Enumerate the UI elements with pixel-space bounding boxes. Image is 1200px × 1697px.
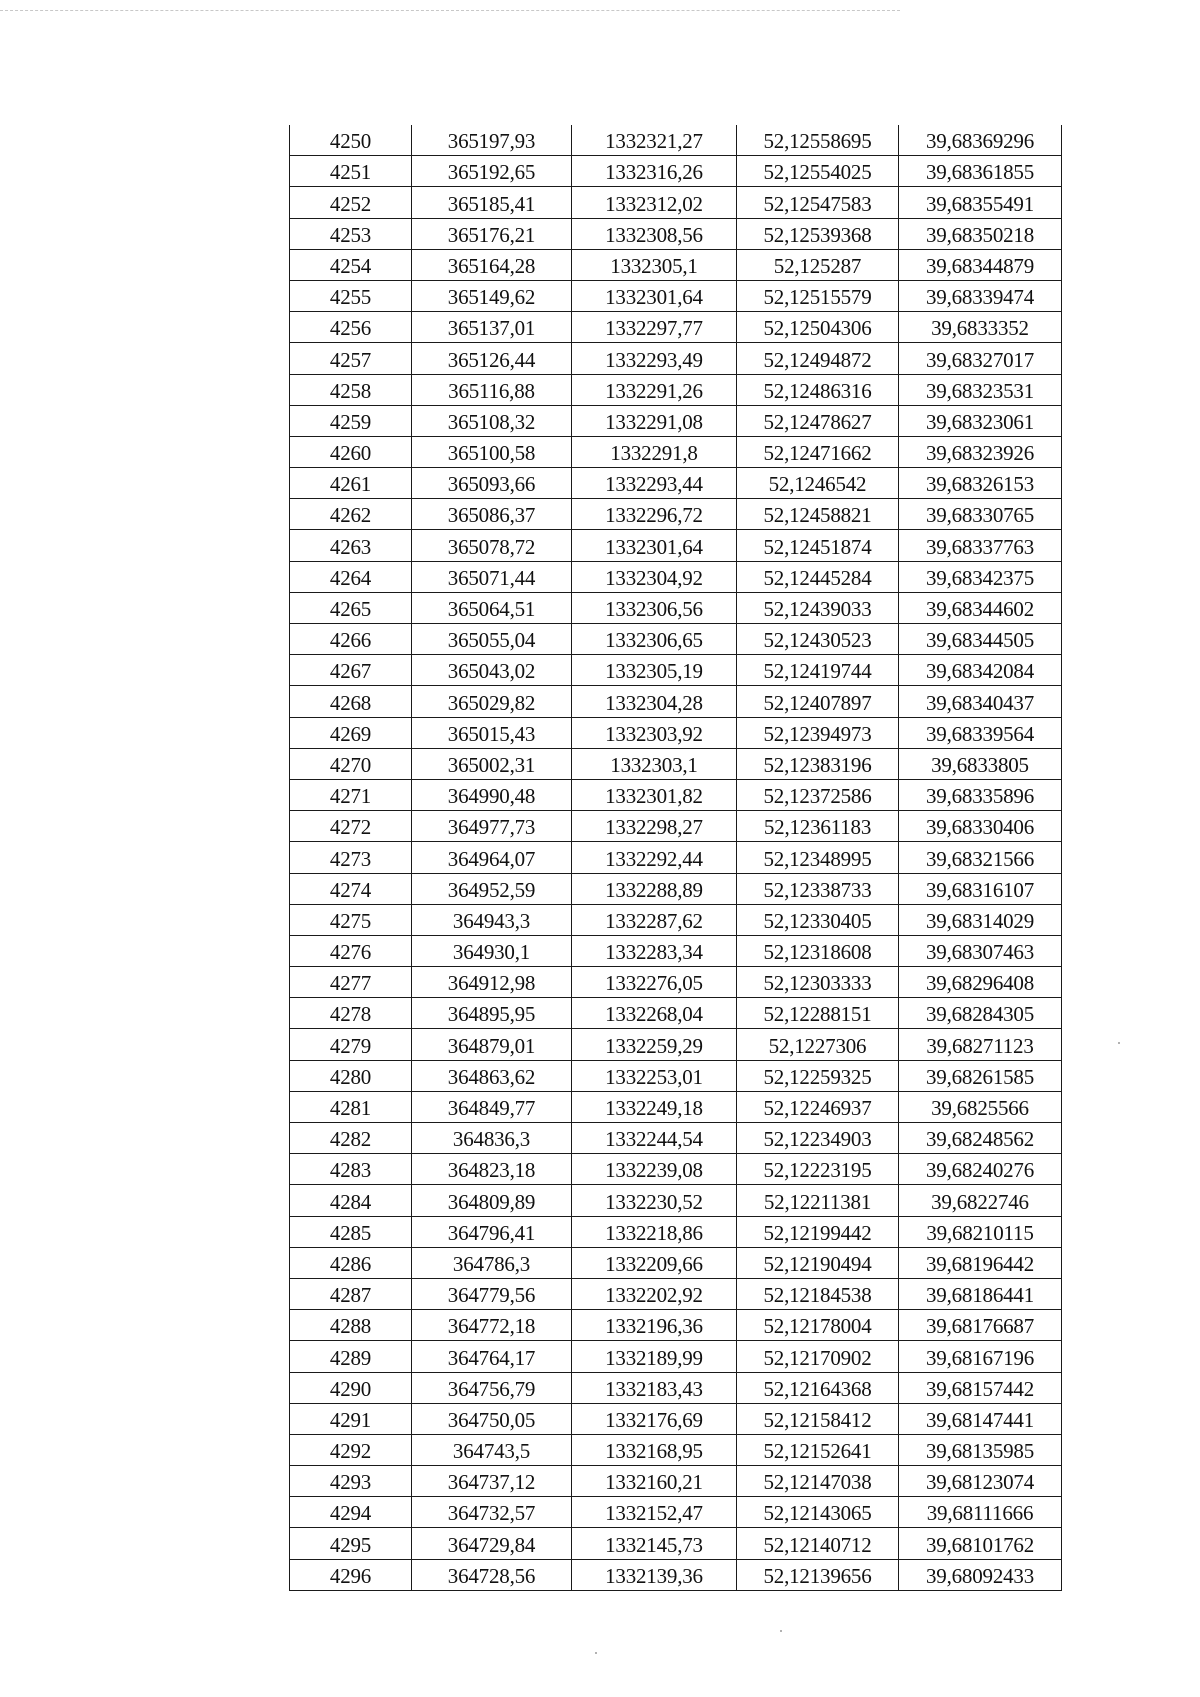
longitude-cell: 39,6833805 [899,748,1062,779]
x-coordinate-cell: 364863,62 [412,1060,572,1091]
x-coordinate-cell: 364764,17 [412,1341,572,1372]
x-coordinate-cell: 365043,02 [412,655,572,686]
point-number-cell: 4266 [290,624,412,655]
y-coordinate-cell: 1332303,92 [572,717,737,748]
table-row [290,779,1062,810]
latitude-cell: 52,12178004 [737,1310,899,1341]
latitude-cell: 52,12139656 [737,1559,899,1590]
table-row [290,1060,1062,1091]
y-coordinate-cell: 1332176,69 [572,1403,737,1434]
longitude-cell: 39,68344602 [899,592,1062,623]
longitude-cell: 39,68111666 [899,1497,1062,1528]
longitude-cell: 39,68284305 [899,998,1062,1029]
x-coordinate-cell: 364930,1 [412,935,572,966]
longitude-cell: 39,68342084 [899,655,1062,686]
latitude-cell: 52,12190494 [737,1247,899,1278]
x-coordinate-cell: 365055,04 [412,624,572,655]
longitude-cell: 39,68321566 [899,842,1062,873]
point-number-cell: 4253 [290,218,412,249]
point-number-cell: 4260 [290,436,412,467]
latitude-cell: 52,12140712 [737,1528,899,1559]
point-number-cell: 4270 [290,748,412,779]
latitude-cell: 52,12259325 [737,1060,899,1091]
y-coordinate-cell: 1332189,99 [572,1341,737,1372]
point-number-cell: 4258 [290,374,412,405]
y-coordinate-cell: 1332291,8 [572,436,737,467]
longitude-cell: 39,68092433 [899,1559,1062,1590]
latitude-cell: 52,12303333 [737,967,899,998]
y-coordinate-cell: 1332160,21 [572,1466,737,1497]
point-number-cell: 4291 [290,1403,412,1434]
longitude-cell: 39,68337763 [899,530,1062,561]
y-coordinate-cell: 1332306,65 [572,624,737,655]
x-coordinate-cell: 364836,3 [412,1123,572,1154]
point-number-cell: 4271 [290,779,412,810]
y-coordinate-cell: 1332303,1 [572,748,737,779]
point-number-cell: 4292 [290,1434,412,1465]
longitude-cell: 39,68339474 [899,280,1062,311]
y-coordinate-cell: 1332292,44 [572,842,737,873]
latitude-cell: 52,12199442 [737,1216,899,1247]
x-coordinate-cell: 364756,79 [412,1372,572,1403]
longitude-cell: 39,68330765 [899,499,1062,530]
x-coordinate-cell: 365078,72 [412,530,572,561]
longitude-cell: 39,68361855 [899,156,1062,187]
longitude-cell: 39,6822746 [899,1185,1062,1216]
point-number-cell: 4295 [290,1528,412,1559]
longitude-cell: 39,68326153 [899,468,1062,499]
x-coordinate-cell: 364977,73 [412,811,572,842]
x-coordinate-cell: 364809,89 [412,1185,572,1216]
y-coordinate-cell: 1332298,27 [572,811,737,842]
table-row [290,1278,1062,1309]
scan-speck [1118,1042,1120,1044]
y-coordinate-cell: 1332152,47 [572,1497,737,1528]
x-coordinate-cell: 364786,3 [412,1247,572,1278]
longitude-cell: 39,68327017 [899,343,1062,374]
y-coordinate-cell: 1332168,95 [572,1434,737,1465]
x-coordinate-cell: 364952,59 [412,873,572,904]
table-row [290,499,1062,530]
y-coordinate-cell: 1332139,36 [572,1559,737,1590]
longitude-cell: 39,68340437 [899,686,1062,717]
x-coordinate-cell: 365137,01 [412,312,572,343]
latitude-cell: 52,12211381 [737,1185,899,1216]
table-row [290,624,1062,655]
longitude-cell: 39,68248562 [899,1123,1062,1154]
y-coordinate-cell: 1332293,44 [572,468,737,499]
table-row [290,1403,1062,1434]
latitude-cell: 52,1227306 [737,1029,899,1060]
x-coordinate-cell: 364750,05 [412,1403,572,1434]
y-coordinate-cell: 1332321,27 [572,125,737,156]
y-coordinate-cell: 1332304,92 [572,561,737,592]
y-coordinate-cell: 1332305,19 [572,655,737,686]
x-coordinate-cell: 364728,56 [412,1559,572,1590]
y-coordinate-cell: 1332293,49 [572,343,737,374]
point-number-cell: 4285 [290,1216,412,1247]
point-number-cell: 4259 [290,405,412,436]
table-row [290,1466,1062,1497]
x-coordinate-cell: 364964,07 [412,842,572,873]
longitude-cell: 39,68186441 [899,1278,1062,1309]
y-coordinate-cell: 1332259,29 [572,1029,737,1060]
x-coordinate-cell: 365002,31 [412,748,572,779]
longitude-cell: 39,68167196 [899,1341,1062,1372]
y-coordinate-cell: 1332291,26 [572,374,737,405]
point-number-cell: 4265 [290,592,412,623]
latitude-cell: 52,12143065 [737,1497,899,1528]
table-row [290,468,1062,499]
table-row [290,1185,1062,1216]
table-row [290,967,1062,998]
latitude-cell: 52,12318608 [737,935,899,966]
table-row [290,935,1062,966]
point-number-cell: 4293 [290,1466,412,1497]
latitude-cell: 52,12504306 [737,312,899,343]
point-number-cell: 4257 [290,343,412,374]
table-row [290,187,1062,218]
latitude-cell: 52,12539368 [737,218,899,249]
table-row [290,1559,1062,1590]
x-coordinate-cell: 365029,82 [412,686,572,717]
x-coordinate-cell: 364823,18 [412,1154,572,1185]
longitude-cell: 39,68296408 [899,967,1062,998]
latitude-cell: 52,12372586 [737,779,899,810]
table-row [290,405,1062,436]
longitude-cell: 39,68350218 [899,218,1062,249]
x-coordinate-cell: 365015,43 [412,717,572,748]
latitude-cell: 52,12407897 [737,686,899,717]
table-row [290,592,1062,623]
x-coordinate-cell: 365149,62 [412,280,572,311]
latitude-cell: 52,12554025 [737,156,899,187]
table-row [290,873,1062,904]
latitude-cell: 52,12288151 [737,998,899,1029]
x-coordinate-cell: 365086,37 [412,499,572,530]
y-coordinate-cell: 1332296,72 [572,499,737,530]
table-row [290,1372,1062,1403]
x-coordinate-cell: 365197,93 [412,125,572,156]
point-number-cell: 4296 [290,1559,412,1590]
table-row [290,249,1062,280]
y-coordinate-cell: 1332230,52 [572,1185,737,1216]
coordinates-table [289,125,1062,1591]
y-coordinate-cell: 1332287,62 [572,904,737,935]
y-coordinate-cell: 1332308,56 [572,218,737,249]
y-coordinate-cell: 1332202,92 [572,1278,737,1309]
point-number-cell: 4289 [290,1341,412,1372]
y-coordinate-cell: 1332283,34 [572,935,737,966]
point-number-cell: 4286 [290,1247,412,1278]
table-row [290,1154,1062,1185]
longitude-cell: 39,6833352 [899,312,1062,343]
longitude-cell: 39,68330406 [899,811,1062,842]
longitude-cell: 39,68344505 [899,624,1062,655]
point-number-cell: 4294 [290,1497,412,1528]
latitude-cell: 52,12170902 [737,1341,899,1372]
latitude-cell: 52,12330405 [737,904,899,935]
longitude-cell: 39,6825566 [899,1091,1062,1122]
longitude-cell: 39,68261585 [899,1060,1062,1091]
x-coordinate-cell: 364737,12 [412,1466,572,1497]
table-row [290,374,1062,405]
point-number-cell: 4283 [290,1154,412,1185]
table-row [290,842,1062,873]
latitude-cell: 52,12158412 [737,1403,899,1434]
table-row [290,904,1062,935]
latitude-cell: 52,1246542 [737,468,899,499]
table-row [290,1123,1062,1154]
table-row [290,1528,1062,1559]
y-coordinate-cell: 1332304,28 [572,686,737,717]
x-coordinate-cell: 365164,28 [412,249,572,280]
y-coordinate-cell: 1332288,89 [572,873,737,904]
table-row [290,280,1062,311]
y-coordinate-cell: 1332183,43 [572,1372,737,1403]
longitude-cell: 39,68369296 [899,125,1062,156]
point-number-cell: 4284 [290,1185,412,1216]
longitude-cell: 39,68271123 [899,1029,1062,1060]
table-row [290,1216,1062,1247]
x-coordinate-cell: 364849,77 [412,1091,572,1122]
longitude-cell: 39,68335896 [899,779,1062,810]
longitude-cell: 39,68157442 [899,1372,1062,1403]
x-coordinate-cell: 364772,18 [412,1310,572,1341]
y-coordinate-cell: 1332218,86 [572,1216,737,1247]
latitude-cell: 52,12494872 [737,343,899,374]
longitude-cell: 39,68101762 [899,1528,1062,1559]
latitude-cell: 52,12547583 [737,187,899,218]
y-coordinate-cell: 1332244,54 [572,1123,737,1154]
table-row [290,561,1062,592]
y-coordinate-cell: 1332301,64 [572,280,737,311]
y-coordinate-cell: 1332239,08 [572,1154,737,1185]
x-coordinate-cell: 365064,51 [412,592,572,623]
table-row [290,343,1062,374]
y-coordinate-cell: 1332297,77 [572,312,737,343]
point-number-cell: 4277 [290,967,412,998]
x-coordinate-cell: 364912,98 [412,967,572,998]
point-number-cell: 4269 [290,717,412,748]
table-row [290,1247,1062,1278]
latitude-cell: 52,12478627 [737,405,899,436]
x-coordinate-cell: 364879,01 [412,1029,572,1060]
latitude-cell: 52,12558695 [737,125,899,156]
latitude-cell: 52,12234903 [737,1123,899,1154]
table-row [290,1341,1062,1372]
point-number-cell: 4261 [290,468,412,499]
longitude-cell: 39,68210115 [899,1216,1062,1247]
x-coordinate-cell: 365185,41 [412,187,572,218]
y-coordinate-cell: 1332305,1 [572,249,737,280]
longitude-cell: 39,68339564 [899,717,1062,748]
latitude-cell: 52,12383196 [737,748,899,779]
longitude-cell: 39,68342375 [899,561,1062,592]
latitude-cell: 52,12394973 [737,717,899,748]
longitude-cell: 39,68240276 [899,1154,1062,1185]
y-coordinate-cell: 1332249,18 [572,1091,737,1122]
point-number-cell: 4268 [290,686,412,717]
scan-speck [595,1652,597,1654]
x-coordinate-cell: 364895,95 [412,998,572,1029]
longitude-cell: 39,68323926 [899,436,1062,467]
x-coordinate-cell: 364732,57 [412,1497,572,1528]
longitude-cell: 39,68323061 [899,405,1062,436]
y-coordinate-cell: 1332196,36 [572,1310,737,1341]
point-number-cell: 4275 [290,904,412,935]
point-number-cell: 4281 [290,1091,412,1122]
longitude-cell: 39,68355491 [899,187,1062,218]
point-number-cell: 4276 [290,935,412,966]
table-row [290,1029,1062,1060]
longitude-cell: 39,68147441 [899,1403,1062,1434]
table-row [290,1497,1062,1528]
table-row [290,811,1062,842]
latitude-cell: 52,12246937 [737,1091,899,1122]
longitude-cell: 39,68307463 [899,935,1062,966]
table-row [290,530,1062,561]
point-number-cell: 4279 [290,1029,412,1060]
point-number-cell: 4262 [290,499,412,530]
x-coordinate-cell: 365192,65 [412,156,572,187]
x-coordinate-cell: 365071,44 [412,561,572,592]
table-row [290,218,1062,249]
point-number-cell: 4267 [290,655,412,686]
x-coordinate-cell: 364796,41 [412,1216,572,1247]
latitude-cell: 52,12184538 [737,1278,899,1309]
table-row [290,1434,1062,1465]
scan-speck [780,1630,782,1632]
longitude-cell: 39,68323531 [899,374,1062,405]
latitude-cell: 52,12147038 [737,1466,899,1497]
y-coordinate-cell: 1332312,02 [572,187,737,218]
longitude-cell: 39,68176687 [899,1310,1062,1341]
point-number-cell: 4264 [290,561,412,592]
x-coordinate-cell: 365176,21 [412,218,572,249]
table-row [290,686,1062,717]
longitude-cell: 39,68314029 [899,904,1062,935]
point-number-cell: 4282 [290,1123,412,1154]
latitude-cell: 52,12451874 [737,530,899,561]
latitude-cell: 52,125287 [737,249,899,280]
longitude-cell: 39,68123074 [899,1466,1062,1497]
x-coordinate-cell: 364779,56 [412,1278,572,1309]
point-number-cell: 4263 [290,530,412,561]
point-number-cell: 4280 [290,1060,412,1091]
point-number-cell: 4272 [290,811,412,842]
table-row [290,436,1062,467]
table-row [290,717,1062,748]
y-coordinate-cell: 1332209,66 [572,1247,737,1278]
latitude-cell: 52,12430523 [737,624,899,655]
latitude-cell: 52,12445284 [737,561,899,592]
latitude-cell: 52,12471662 [737,436,899,467]
y-coordinate-cell: 1332301,82 [572,779,737,810]
x-coordinate-cell: 365108,32 [412,405,572,436]
table-row [290,655,1062,686]
latitude-cell: 52,12223195 [737,1154,899,1185]
latitude-cell: 52,12486316 [737,374,899,405]
table-row [290,1310,1062,1341]
x-coordinate-cell: 365116,88 [412,374,572,405]
point-number-cell: 4251 [290,156,412,187]
y-coordinate-cell: 1332276,05 [572,967,737,998]
table-row [290,125,1062,156]
point-number-cell: 4273 [290,842,412,873]
y-coordinate-cell: 1332291,08 [572,405,737,436]
x-coordinate-cell: 364729,84 [412,1528,572,1559]
table-row [290,1091,1062,1122]
x-coordinate-cell: 365093,66 [412,468,572,499]
x-coordinate-cell: 365126,44 [412,343,572,374]
latitude-cell: 52,12458821 [737,499,899,530]
point-number-cell: 4250 [290,125,412,156]
point-number-cell: 4278 [290,998,412,1029]
longitude-cell: 39,68196442 [899,1247,1062,1278]
latitude-cell: 52,12515579 [737,280,899,311]
latitude-cell: 52,12419744 [737,655,899,686]
point-number-cell: 4254 [290,249,412,280]
latitude-cell: 52,12361183 [737,811,899,842]
longitude-cell: 39,68344879 [899,249,1062,280]
y-coordinate-cell: 1332253,01 [572,1060,737,1091]
longitude-cell: 39,68316107 [899,873,1062,904]
point-number-cell: 4252 [290,187,412,218]
latitude-cell: 52,12164368 [737,1372,899,1403]
y-coordinate-cell: 1332306,56 [572,592,737,623]
table-row [290,156,1062,187]
point-number-cell: 4255 [290,280,412,311]
x-coordinate-cell: 364943,3 [412,904,572,935]
latitude-cell: 52,12338733 [737,873,899,904]
scan-artifact-line [0,10,900,11]
latitude-cell: 52,12439033 [737,592,899,623]
point-number-cell: 4288 [290,1310,412,1341]
point-number-cell: 4256 [290,312,412,343]
table-row [290,998,1062,1029]
y-coordinate-cell: 1332301,64 [572,530,737,561]
y-coordinate-cell: 1332145,73 [572,1528,737,1559]
y-coordinate-cell: 1332268,04 [572,998,737,1029]
x-coordinate-cell: 365100,58 [412,436,572,467]
point-number-cell: 4287 [290,1278,412,1309]
coordinates-table-body [290,125,1062,1590]
x-coordinate-cell: 364743,5 [412,1434,572,1465]
y-coordinate-cell: 1332316,26 [572,156,737,187]
latitude-cell: 52,12152641 [737,1434,899,1465]
table-row [290,312,1062,343]
point-number-cell: 4290 [290,1372,412,1403]
point-number-cell: 4274 [290,873,412,904]
latitude-cell: 52,12348995 [737,842,899,873]
table-row [290,748,1062,779]
longitude-cell: 39,68135985 [899,1434,1062,1465]
x-coordinate-cell: 364990,48 [412,779,572,810]
